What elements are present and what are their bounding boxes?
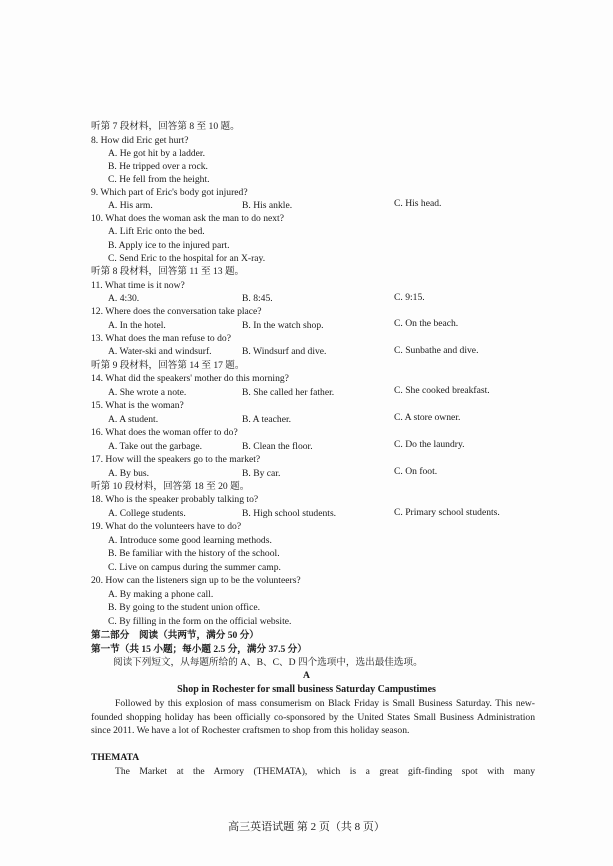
option-15b: B. A teacher.: [242, 414, 292, 425]
reading-instructions: 阅读下列短文，从每题所给的 A、B、C、D 四个选项中，选出最佳选项。: [113, 657, 423, 668]
passage-paragraph-1: Followed by this explosion of mass consumerism on Black Friday is Small Business Saturday. This new-founded shopping holiday has been officially co-sponsored by the United States Small Business Administration since 2011. We have a lot of Rochester craftsmen to shop from this holiday season.: [91, 698, 535, 737]
passage-subheading: THEMATA: [91, 752, 140, 763]
option-11a: A. 4:30.: [108, 293, 140, 304]
option-10c: C. Send Eric to the hospital for an X-ray.: [108, 253, 266, 264]
option-12b: B. In the watch shop.: [242, 320, 324, 331]
option-20c: C. By filling in the form on the official website.: [108, 616, 292, 627]
option-17c: C. On foot.: [394, 466, 438, 477]
question-19: 19. What do the volunteers have to do?: [91, 521, 242, 532]
listening-section-8: 听第 8 段材料，回答第 11 至 13 题。: [91, 266, 245, 277]
option-16b: B. Clean the floor.: [242, 441, 313, 452]
section-one-heading: 第一节（共 15 小题；每小题 2.5 分，满分 37.5 分）: [91, 644, 307, 655]
option-13c: C. Sunbathe and dive.: [394, 345, 479, 356]
passage-title: Shop in Rochester for small business Saturday Campustimes: [177, 684, 436, 695]
option-19a: A. Introduce some good learning methods.: [108, 535, 272, 546]
question-18: 18. Who is the speaker probably talking to?: [91, 494, 259, 505]
question-17: 17. How will the speakers go to the market?: [91, 454, 261, 465]
question-20: 20. How can the listeners sign up to be the volunteers?: [91, 575, 301, 586]
question-9: 9. Which part of Eric's body got injured?: [91, 187, 248, 198]
option-18b: B. High school students.: [242, 508, 337, 519]
option-15a: A. A student.: [108, 414, 159, 425]
option-20a: A. By making a phone call.: [108, 589, 214, 600]
option-19c: C. Live on campus during the summer camp.: [108, 562, 281, 573]
option-17b: B. By car.: [242, 468, 281, 479]
part-two-heading: 第二部分 阅读（共两节，满分 50 分）: [91, 630, 259, 641]
option-14a: A. She wrote a note.: [108, 387, 187, 398]
question-8: 8. How did Eric get hurt?: [91, 135, 189, 146]
option-18c: C. Primary school students.: [394, 507, 500, 518]
option-16c: C. Do the laundry.: [394, 439, 465, 450]
option-8b: B. He tripped over a rock.: [108, 161, 208, 172]
option-16a: A. Take out the garbage.: [108, 441, 202, 452]
option-18a: A. College students.: [108, 508, 186, 519]
question-14: 14. What did the speakers' mother do this morning?: [91, 373, 289, 384]
option-19b: B. Be familiar with the history of the school.: [108, 548, 280, 559]
option-11b: B. 8:45.: [242, 293, 273, 304]
listening-section-10: 听第 10 段材料，回答第 18 至 20 题。: [91, 481, 250, 492]
passage-letter: A: [303, 670, 310, 681]
option-12a: A. In the hotel.: [108, 320, 166, 331]
option-12c: C. On the beach.: [394, 318, 459, 329]
question-16: 16. What does the woman offer to do?: [91, 427, 238, 438]
listening-section-9: 听第 9 段材料，回答第 14 至 17 题。: [91, 360, 245, 371]
option-9b: B. His ankle.: [242, 200, 293, 211]
option-8a: A. He got hit by a ladder.: [108, 148, 205, 159]
question-10: 10. What does the woman ask the man to do next?: [91, 213, 284, 224]
option-13b: B. Windsurf and dive.: [242, 346, 327, 357]
option-8c: C. He fell from the height.: [108, 174, 210, 185]
option-17a: A. By bus.: [108, 468, 150, 479]
question-11: 11. What time is it now?: [91, 280, 185, 291]
option-10b: B. Apply ice to the injured part.: [108, 240, 230, 251]
listening-section-7: 听第 7 段材料，回答第 8 至 10 题。: [91, 121, 240, 132]
question-13: 13. What does the man refuse to do?: [91, 333, 231, 344]
option-15c: C. A store owner.: [394, 412, 461, 423]
question-15: 15. What is the woman?: [91, 400, 184, 411]
question-12: 12. Where does the conversation take place?: [91, 306, 262, 317]
option-14c: C. She cooked breakfast.: [394, 385, 490, 396]
option-9c: C. His head.: [394, 198, 442, 209]
option-20b: B. By going to the student union office.: [108, 602, 260, 613]
option-9a: A. His arm.: [108, 200, 153, 211]
option-11c: C. 9:15.: [394, 292, 425, 303]
passage-paragraph-2: The Market at the Armory (THEMATA), which is a great gift-finding spot with many: [115, 766, 535, 777]
option-13a: A. Water-ski and windsurf.: [108, 346, 212, 357]
option-10a: A. Lift Eric onto the bed.: [108, 226, 205, 237]
option-14b: B. She called her father.: [242, 387, 335, 398]
page-footer: 高三英语试题 第 2 页（共 8 页）: [228, 821, 385, 833]
